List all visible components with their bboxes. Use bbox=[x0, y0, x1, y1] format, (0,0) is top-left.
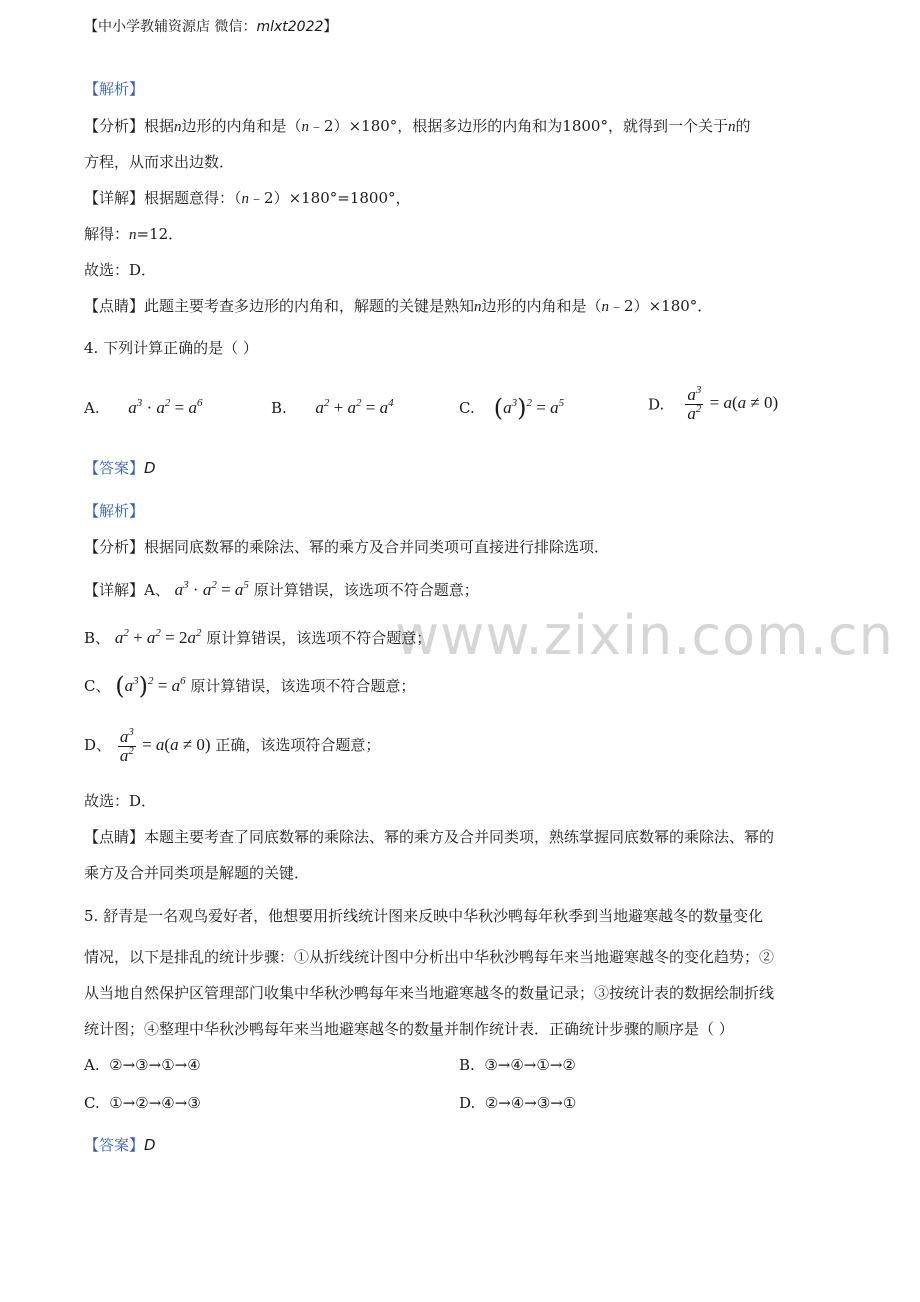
q4-guxuan: 故选：D． bbox=[84, 792, 157, 810]
q3-fenxi-line-1: 【分析】根据n边形的内角和是（n﹣2）×180°，根据多边形的内角和为1800°，就得到一个关于n的 bbox=[84, 117, 751, 135]
q4-answer: 【答案】D bbox=[84, 459, 156, 477]
q4-dianjing-tag: 【点睛】 bbox=[84, 828, 145, 846]
q5-stem-line-2: 情况，以下是排乱的统计步骤：①从折线统计图中分析出中华秋沙鸭每年来当地避寒越冬的变化趋势；② bbox=[84, 948, 775, 966]
header-contact: mlxt2022 bbox=[256, 19, 324, 35]
q3-jiede: 解得：n=12． bbox=[84, 225, 184, 243]
q4-option-b: B. $a^2 + a^2 = a^4$ bbox=[271, 397, 394, 417]
q4-dianjing-line-2: 乘方及合并同类项是解题的关键． bbox=[84, 864, 310, 882]
q3-guxuan: 故选：D． bbox=[84, 261, 157, 279]
q3-fenxi-line-2: 方程，从而求出边数． bbox=[84, 153, 235, 171]
q4-xiangjie-a: 【详解】A、 $a^3 \cdot a^2 = a^5$ 原计算错误，该选项不符合题意； bbox=[84, 579, 479, 599]
q4-xiangjie-c: C、 $(a^3)^2 = a^6$ 原计算错误，该选项不符合题意； bbox=[84, 672, 416, 700]
header-text: 【中小学教辅资源店 微信： bbox=[84, 19, 257, 35]
q4-option-d: D. $\frac{a^3}{a^2}$ = a(a ≠ 0) bbox=[648, 384, 779, 423]
watermark: www.zixin.com.cn bbox=[395, 604, 894, 667]
q5-stem-line-4: 统计图；④整理中华秋沙鸭每年来当地避寒越冬的数量并制作统计表．正确统计步骤的顺序是（ ） bbox=[84, 1020, 734, 1038]
q4-jiexi-tag: 【解析】 bbox=[84, 502, 145, 520]
q5-option-a: A. ②→③→①→④ bbox=[84, 1056, 201, 1074]
q4-xiangjie-b: B、 $a^2 + a^2 = 2a^2$ 原计算错误，该选项不符合题意； bbox=[84, 627, 432, 647]
header-close: 】 bbox=[323, 19, 338, 35]
q3-jiexi-tag: 【解析】 bbox=[84, 80, 145, 98]
q4-dianjing-line-1: 【点睛】本题主要考查了同底数幂的乘除法、幂的乘方及合并同类项，熟练掌握同底数幂的乘除法、幂的 bbox=[84, 828, 775, 846]
q5-option-d: D. ②→④→③→① bbox=[459, 1094, 577, 1112]
q3-dianjing-tag: 【点睛】 bbox=[84, 297, 145, 315]
q5-stem-line-3: 从当地自然保护区管理部门收集中华秋沙鸭每年来当地避寒越冬的数量记录；③按统计表的数据绘制折线 bbox=[84, 984, 775, 1002]
q4-option-a: A. $a^3 \cdot a^2 = a^6$ bbox=[84, 397, 203, 417]
q4-xiangjie-d: D、 $\frac{a^3}{a^2}$ = a(a ≠ 0) 正确，该选项符合题意； bbox=[84, 725, 381, 765]
q5-option-c: C. ①→②→④→③ bbox=[84, 1094, 201, 1112]
q4-stem: 4. 下列计算正确的是（ ） bbox=[84, 339, 258, 357]
q5-stem-line-1: 5. 舒青是一名观鸟爱好者，他想要用折线统计图来反映中华秋沙鸭每年秋季到当地避寒越冬的数量变化 bbox=[84, 907, 764, 925]
q3-xiangjie-tag: 【详解】 bbox=[84, 189, 145, 207]
q4-option-c: C. $(a^3)^2 = a^5$ bbox=[459, 394, 565, 422]
q4-answer-tag: 【答案】 bbox=[84, 459, 145, 477]
q4-xiangjie-tag: 【详解】 bbox=[84, 581, 145, 599]
q3-fenxi-tag: 【分析】 bbox=[84, 117, 145, 135]
q3-dianjing: 【点睛】此题主要考查多边形的内角和，解题的关键是熟知n边形的内角和是（n﹣2）×180°． bbox=[84, 297, 713, 315]
q4-fenxi-tag: 【分析】 bbox=[84, 538, 145, 556]
page-header bbox=[84, 18, 337, 36]
q5-answer-tag: 【答案】 bbox=[84, 1136, 145, 1154]
q5-option-b: B. ③→④→①→② bbox=[459, 1056, 576, 1074]
q4-fenxi: 【分析】根据同底数幂的乘除法、幂的乘方及合并同类项可直接进行排除选项． bbox=[84, 538, 610, 556]
q3-xiangjie: 【详解】根据题意得：（n﹣2）×180°=1800°， bbox=[84, 189, 411, 207]
q5-answer: 【答案】D bbox=[84, 1136, 156, 1154]
